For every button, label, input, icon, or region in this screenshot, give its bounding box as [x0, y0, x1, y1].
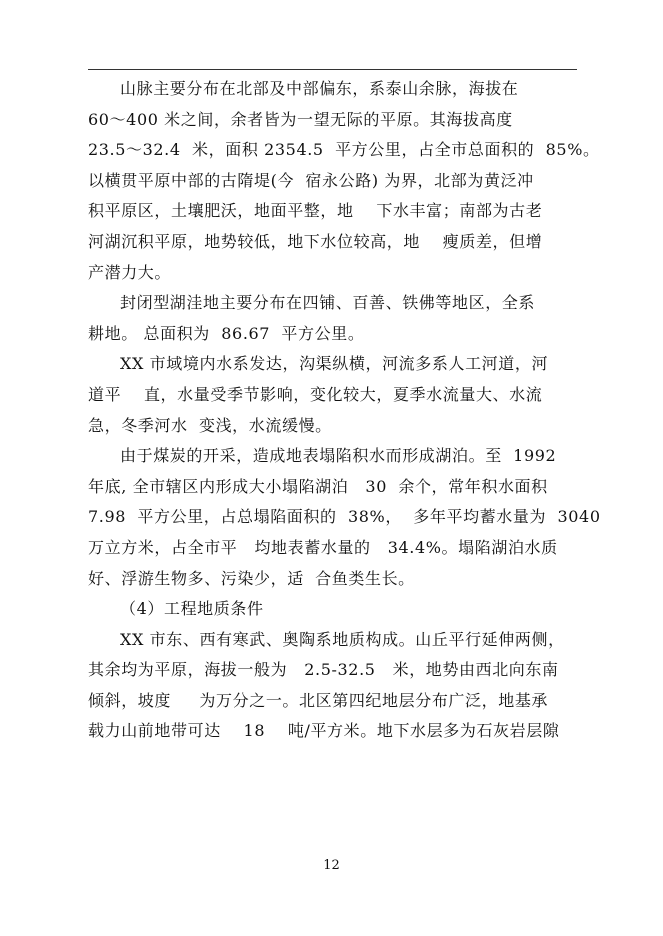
text-line: 好、浮游生物多、污染少，适 合鱼类生长。: [88, 568, 415, 588]
paragraph: [88, 594, 577, 625]
header-rule: [88, 69, 577, 70]
text-line: 河湖沉积平原，地势较低，地下水位较高，地 瘦质差，但增: [88, 231, 543, 251]
text-line: 产潜力大。: [88, 262, 172, 282]
paragraph: [88, 349, 577, 441]
text-line: 年底, 全市辖区内形成大小塌陷湖泊 30 余个，常年积水面积: [88, 476, 548, 496]
text-line: 其余均为平原，海拔一般为 2.5-32.5 米，地势由西北向东南: [88, 660, 559, 680]
text-line: 由于煤炭的开采，造成地表塌陷积水而形成湖泊。至 1992: [120, 446, 557, 466]
paragraph: [88, 74, 600, 288]
text-line: 山脉主要分布在北部及中部偏东，系泰山余脉，海拔在: [120, 79, 519, 98]
page-number: 12: [323, 858, 340, 873]
text-line: 60～400 米之间，余者皆为一望无际的平原。其海拔高度: [88, 109, 513, 129]
paragraph: [88, 288, 577, 349]
text-line: 万立方米，占全市平 均地表蓄水量的 34.4%。塌陷湖泊水质: [88, 537, 558, 557]
text-line: 道平 直，水量受季节影响，变化较大，夏季水流量大、水流: [88, 384, 543, 404]
text-line: 封闭型湖洼地主要分布在四铺、百善、铁佛等地区，全系: [120, 293, 536, 313]
paragraph: [88, 441, 601, 594]
text-line: XX 市东、西有寒武、奥陶系地质构成。山丘平行延伸两侧，: [120, 629, 565, 649]
text-line: 急，冬季河水 变浅，水流缓慢。: [88, 415, 332, 435]
text-line: （4）工程地质条件: [120, 599, 264, 619]
text-line: XX 市域境内水系发达，沟渠纵横，河流多系人工河道，河: [120, 354, 549, 374]
text-line: 7.98 平方公里，占总塌陷面积的 38%， 多年平均蓄水量为 3040: [88, 507, 601, 527]
text-line: 23.5～32.4 米，面积 2354.5 平方公里，占全市总面积的 85%。: [88, 140, 600, 160]
body-text: [88, 74, 601, 747]
text-line: 载力山前地带可达 18 吨/平方米。地下水层多为石灰岩层隙: [88, 721, 560, 741]
paragraph: [88, 625, 577, 747]
text-line: 倾斜，坡度 为万分之一。北区第四纪地层分布广泛，地基承: [88, 690, 549, 710]
text-line: 积平原区，土壤肥沃，地面平整，地 下水丰富；南部为古老: [88, 201, 543, 221]
text-line: 以横贯平原中部的古隋堤(今 宿永公路) 为界，北部为黄泛冲: [88, 170, 534, 190]
text-line: 耕地。 总面积为 86.67 平方公里。: [88, 323, 365, 343]
